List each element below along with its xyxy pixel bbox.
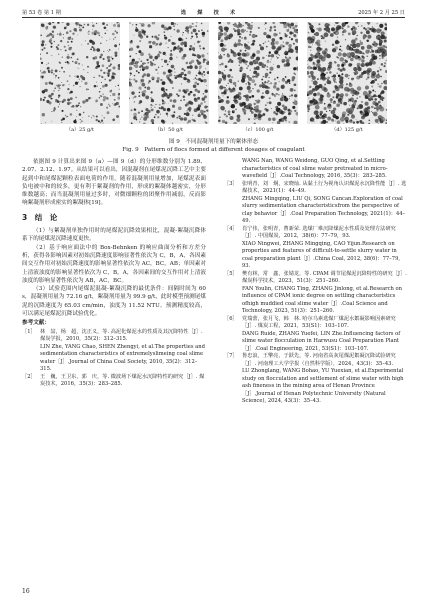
figure-panel [307,22,387,134]
header-date: 2025 年 2 月 25 日 [358,10,405,16]
reference-entry [22,374,206,389]
reference-text: FAN Youlin, CHANG Ting, ZHANG Jinlong, et al.Research on influence of CPAM ionic degree on settling characteristics ofhigh muddied coal slime water［J］.Coal Science and Technology, 2023, 51(3)：251–260. [242,285,402,314]
floc-image [218,22,298,124]
reference-number [224,241,242,271]
figure-panel [40,22,120,134]
reference-text: LIN Zhe, YANG Chao, SHEN Zhengyi, et al.The properties and sedimentation characteristics of extremelyslimeing coal slime water［J］.Journal of China Coal Society, 2010, 35(2)：312–315. [40,343,205,373]
figure-9 [40,22,387,134]
reference-entry [224,368,407,406]
running-header [22,6,405,16]
reference-text: DANG Ruide, ZHANG Yuefei, LIN Zhe.Influencing factors of slime water flocculation in Harwusu Coal Preparation Plant［J］.Coal Engineering, 2021, 53(S1)：103–107. [242,330,401,352]
reference-number: ［6］ [224,315,238,322]
reference-number [224,196,242,226]
references-right [224,158,407,406]
conclusion-1: （1）与絮凝剂单独作用时的尾煤泥沉降效果相比，混凝-絮凝沉降体系下的尾煤泥沉降速度更快。 [22,228,206,243]
reference-entry [224,271,407,286]
header-rule [22,17,405,18]
reference-number: ［4］ [224,225,238,232]
reference-text: 张明青，刘 炯，宋晓灿. 从黏土行为视角认识煤泥水沉降性能［J］. 选煤技术，2021(1)：44–49. [242,180,407,194]
reference-number [224,158,242,181]
section-heading: 3 结 论 [22,212,58,222]
reference-text: 樊有林，常 鑫，张婧龙，等. CPAM 调节尾煤泥沉降特性的研究［J］. 煤炭科学技术，2023，51(3)：251–260. [242,270,407,284]
references-heading: 参考文献： [22,320,50,327]
reference-text: XIAO Ningwei, ZHANG Mingqing, CAO Yijun.Research on properties and features of difficult-to-settle slurry water in coal preparation plant［J］.China Coal, 2012, 38(6)：77–79, 93. [242,240,401,269]
reference-text: ZHANG Mingqing, LIU Qi, SONG Cancan.Exploration of coal slurry sedimentation characteristicsfrom the perspective of clay behavior［J］.Coal Preparation Technology, 2021(1)：44–49. [242,195,406,224]
reference-entry [224,331,407,354]
reference-number: ［3］ [224,180,238,187]
page-number: 16 [22,588,30,595]
reference-number: ［5］ [224,270,238,277]
reference-entry [224,226,407,241]
reference-number: ［1］ [22,328,36,335]
figure-panel [129,22,209,134]
reference-entry [224,181,407,196]
panel-label: （c）100 g/t [242,127,274,133]
body-paragraph: 依据图 9 计算出来图 9（a）—图 9（d）的分形维数分别为 1.89、2.07、2.12、1.97。从结果可以看出，因混凝剂在尾煤泥沉降工艺中主要起到中和尾煤泥颗粒表面电荷的作用，随着混凝剂用量增加，尾煤泥表面负电被中和的较多，更有利于絮凝剂的作用，形成的絮凝体越密实，分形维数越高；而当混凝剂用量过多时，对微细颗粒的团聚作用减弱，反而影响絮凝剂形成密实的絮凝体[19]。 [22,159,206,207]
reference-entry [224,286,407,316]
caption-cn: 图 9 不同混凝剂用量下的絮体形态 [168,139,259,145]
reference-entry [224,353,407,368]
figure-caption [0,139,427,154]
floc-image [40,22,120,124]
reference-entry [224,316,407,331]
references-left [22,329,206,389]
reference-entry [224,158,407,181]
floc-image [307,22,387,124]
reference-text: 林 喆，杨 超，沈正义，等. 高泥化煤泥水的性质及其沉降特性［J］. 煤炭学报，2010，35(2)：312–315. [40,328,203,343]
header-volume: 第 53 卷 第 1 期 [22,10,61,16]
header-journal: 选 煤 技 术 [180,10,239,16]
reference-number [224,331,242,354]
reference-text: 王 巍，王卫东，郭 庆，等. 微波场下煤泥水沉降特性的研究［J］. 煤炭技术，2016，35(3)：283–285. [40,373,205,388]
panel-label: （b）50 g/t [154,127,184,133]
floc-image [129,22,209,124]
reference-number [224,368,242,406]
right-column [224,158,407,406]
reference-text: 肖宁伟，张明青，曹新荣. 选煤厂难沉降煤泥水性质及处理方法研究［J］. 中国煤炭，2012，38(6)：77–79，93. [242,225,396,239]
reference-entry [224,196,407,226]
conclusion-2: （2）基于响应面法中的 Box-Behnken 的响应曲面分析和方差分析，获得各影响因素对初始沉降速度影响显著性依次为 C，B，A，各因素间交互作用对初始沉降速度的影响显著性依次为 AC，BC，AB；单因素对上清液浊度的影响显著性依次为 C，B，A，各因素间的交互作用对上清液浊度的影响显著性依次为 AB，AC，BC。 [22,244,206,284]
left-column [22,158,206,389]
reference-number: ［2］ [22,373,36,380]
reference-number: ［7］ [224,353,238,359]
conclusion-3: （3）试验范围内尾煤泥混凝-絮凝沉降的最优条件：间隔时间为 60 s，混凝剂用量为 72.16 g/t，絮凝剂用量为 99.9 g/t，此时模型预测尾煤泥的沉降速度为 65.03 cm/min，浊度为 11.52 NTU。预测精度较高，可以满足尾煤泥沉降试验优化。 [22,286,206,318]
reference-number [224,286,242,316]
panel-label: （a）25 g/t [66,127,94,133]
reference-text: 鲁忠浪，王擎亮，于跃先，等. 河南省高灰尾煤泥絮凝沉降试验研究［J］. 河南理工大学学报（自然科学版），2024，43(3)：35–43. [242,353,396,367]
figure-panel [218,22,298,134]
reference-entry [224,241,407,271]
reference-entry [22,344,206,374]
reference-text: WANG Nan, WANG Weidong, GUO Qing, et al.Settling characteristics of coal slime water pretreated in micro-wavefield［J］.Coal Technology, 2016, 35(3)：283–285. [242,158,388,179]
reference-text: 党瑞蕾，张月飞，韩 林. 哈尔乌素选煤厂煤泥水絮凝影响因素研究［J］. 煤炭工程，2021，53(S1)：103–107. [242,315,396,329]
caption-en: Fig. 9 Pattern of flocs formed at different dosages of coagulant [122,146,305,153]
panel-label: （d）125 g/t [331,127,363,133]
reference-number [22,344,40,374]
reference-entry [22,329,206,344]
reference-text: LU Zhonglang, WANG Bohao, YU Yuexian, et al.Experimental study on flocculation and settlement of slime water with high ash fineness in the mining area of Henan Province［J］.Journal of Henan Polytechnic University (Natural Science), 2024, 43(3)：35–43. [242,368,404,404]
